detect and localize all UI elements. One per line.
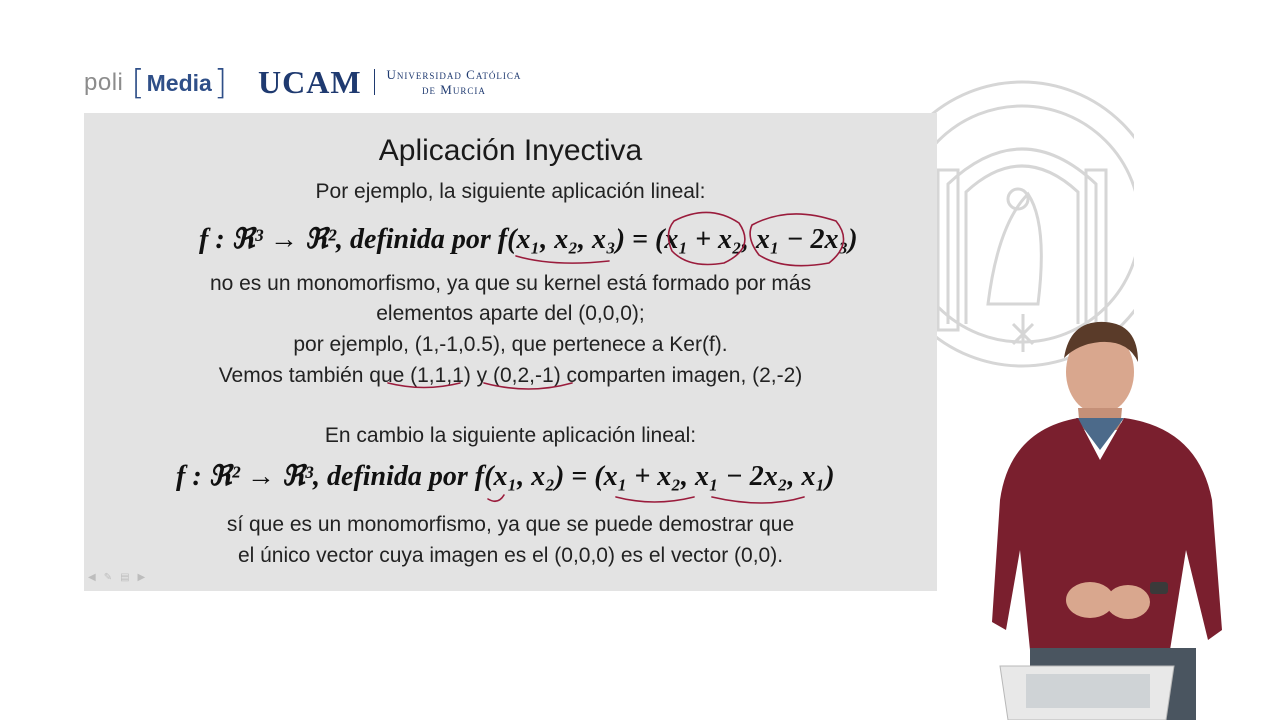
paragraph1-line2: elementos aparte del (0,0,0); [376,302,645,325]
intro-text: Por ejemplo, la siguiente aplicación lineal: [315,180,706,203]
formula-1: f : ℜ³ → ℜ², definida por f(x₁, x₂, x₃) = (x₁ + x₂, x₁ − 2x₃) [199,224,858,255]
prev-arrow-icon[interactable]: ◀ [88,572,96,583]
media-badge [131,63,228,103]
intro2-text: En cambio la siguiente aplicación lineal: [324,424,697,447]
underline-formula1-args [516,256,609,263]
ucam-separator [374,69,375,95]
paragraph1-line3: por ejemplo, (1,-1,0.5), que pertenece a Ker(f). [293,333,728,356]
lecture-slide [84,113,937,591]
poli-word: poli [84,69,124,96]
right-bracket-glyph: ] [213,63,228,103]
underline-formula2-term2 [712,497,804,503]
slide-title: Aplicación Inyectiva [378,134,643,167]
paragraph1-line4: Vemos también que (1,1,1) y (0,2,-1) comparten imagen, (2,-2) [218,364,803,387]
paragraph2-line1: sí que es un monomorfismo, ya que se puede demostrar que [226,513,795,536]
ucam-word: UCAM [258,63,362,100]
slide-navigation [88,572,145,583]
pen-icon[interactable]: ✎ [103,572,113,583]
formula-2: f : ℜ² → ℜ³, definida por f(x₁, x₂) = (x₁ + x₂, x₁ − 2x₂, x₁) [176,461,835,492]
university-line1: Universidad Católica [386,67,522,82]
underline-formula2-f [488,495,504,501]
university-name [387,67,522,97]
next-arrow-icon[interactable]: ▶ [137,572,146,583]
underline-formula2-term1 [616,497,694,502]
menu-icon[interactable]: ▤ [120,572,130,583]
left-bracket-glyph: [ [131,63,145,103]
media-word: Media [146,69,212,96]
polimedia-logo [84,63,228,103]
university-line2: de Murcia [422,82,486,97]
presenter-figure [960,300,1280,720]
paragraph2-line2: el único vector cuya imagen es el (0,0,0) es el vector (0,0). [237,544,784,567]
ucam-logo [258,62,521,102]
paragraph1-line1: no es un monomorfismo, ya que su kernel está formado por más [209,272,812,295]
